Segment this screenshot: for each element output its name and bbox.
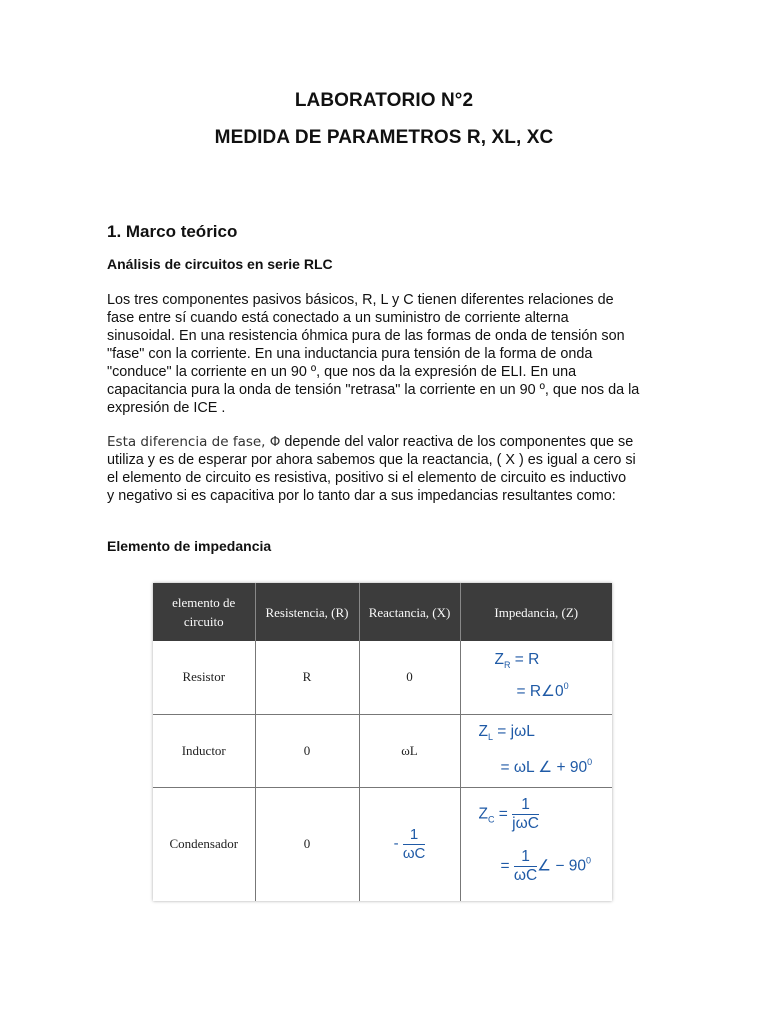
table-header-row: [153, 583, 612, 641]
formula-line: = $R\angle 0^0$: [516, 681, 569, 700]
formula-line: $Z_C$ = $\frac{1}{\text{jωC}}$: [478, 795, 539, 832]
table-row-resistor: [153, 641, 612, 714]
cell-resistance: 0: [255, 714, 359, 787]
impedance-table: [153, 583, 612, 901]
formula-line: = ωL ∠ + $90^0$: [500, 756, 593, 776]
paragraph-line: "fase" con la corriente. En una inductancia pura tensión de la forma de onda: [107, 346, 593, 362]
cell-resistance: R: [255, 641, 359, 714]
phase-lead-text: Esta diferencia de fase, Φ: [107, 434, 281, 450]
paragraph-line: Los tres componentes pasivos básicos, R, L y C tienen diferentes relaciones de: [107, 292, 614, 308]
table-row-capacitor: [153, 787, 612, 901]
cell-resistance: 0: [255, 787, 359, 901]
reactance-formula: - $\frac{1}{\omega C}$: [393, 825, 426, 862]
paragraph-line: capacitancia pura la onda de tensión "retrasa" la corriente en un 90 º, que nos da la: [107, 382, 640, 398]
paragraph-reactance: [107, 433, 667, 505]
cell-impedance: [460, 641, 612, 714]
cell-element: Resistor: [153, 641, 255, 714]
phase-line-rest: depende del valor reactiva de los componentes que se: [280, 434, 634, 450]
paragraph-line: fase entre sí cuando está conectado a un suministro de corriente alterna: [107, 310, 569, 326]
paragraph-line: [107, 433, 667, 451]
paragraph-line: "conduce" la corriente en un 90 º, que nos da la expresión de ELI. En una: [107, 364, 577, 380]
cell-impedance: [460, 714, 612, 787]
section-subheading: Análisis de circuitos en serie RLC: [107, 256, 333, 272]
formula-line: $Z_R = R$: [494, 651, 540, 670]
paragraph-line: expresión de ICE .: [107, 400, 226, 416]
cell-reactance: ωL: [359, 714, 460, 787]
header-resistance: Resistencia, (R): [255, 583, 359, 641]
formula-line: = $\frac{1}{\omega C}$ ∠ − $90^0$: [500, 847, 591, 884]
impedance-formula: [461, 715, 613, 787]
formula-line: $Z_L = j\omega L$: [478, 722, 535, 742]
header-impedance: Impedancia, (Z): [460, 583, 612, 641]
cell-reactance: 0: [359, 641, 460, 714]
paragraph-line: sinusoidal. En una resistencia óhmica pura de las formas de onda de tensión son: [107, 328, 625, 344]
cell-reactance: [359, 787, 460, 901]
header-element: elemento de circuito: [153, 583, 255, 641]
paragraph-line: el elemento de circuito es resistiva, positivo si el elemento de circuito es inductivo: [107, 470, 627, 486]
document-title: LABORATORIO N°2: [294, 90, 474, 111]
impedance-formula: [461, 788, 613, 902]
table-heading: Elemento de impedancia: [107, 538, 272, 554]
document-subtitle: MEDIDA DE PARAMETROS R, XL, XC: [214, 127, 554, 148]
header-reactance: Reactancia, (X): [359, 583, 460, 641]
cell-element: Condensador: [153, 787, 255, 901]
table-row-inductor: [153, 714, 612, 787]
cell-element: Inductor: [153, 714, 255, 787]
section-heading: 1. Marco teórico: [107, 222, 238, 241]
paragraph-rlc-phase: [107, 291, 667, 417]
paragraph-line: y negativo si es capacitiva por lo tanto dar a sus impedancias resultantes como:: [107, 488, 616, 504]
cell-impedance: [460, 787, 612, 901]
paragraph-line: utiliza y es de esperar por ahora sabemos que la reactancia, ( X ) es igual a cero si: [107, 452, 636, 468]
impedance-formula: [461, 641, 613, 714]
